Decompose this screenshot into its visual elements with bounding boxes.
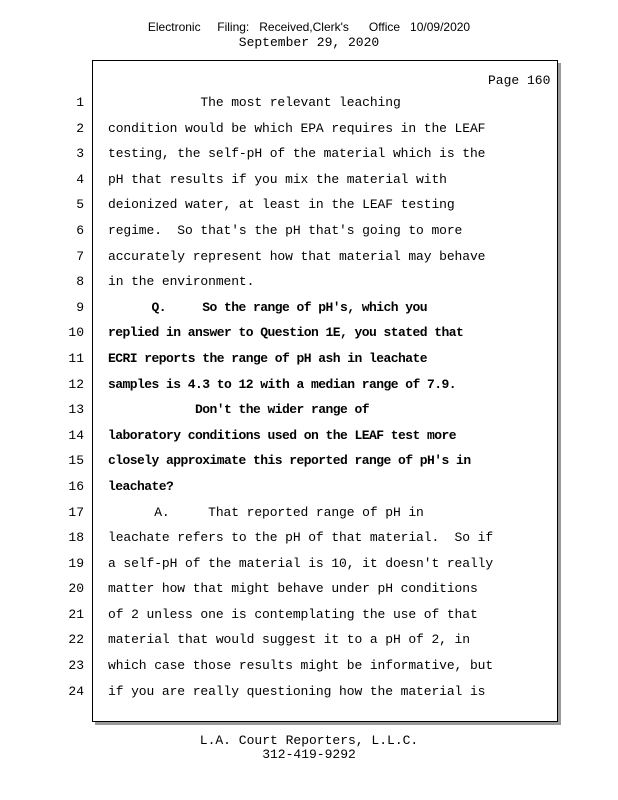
transcript-line (0, 577, 618, 603)
transcript-line (0, 526, 618, 552)
line-text: a self-pH of the material is 10, it doesn't really (108, 555, 494, 571)
line-text: testing, the self-pH of the material which is the (108, 146, 486, 162)
line-text: Don't the wider range of (108, 402, 370, 418)
transcript-line (0, 117, 618, 143)
transcript-lines (0, 91, 618, 705)
line-number: 22 (68, 632, 84, 648)
court-reporter-phone: 312-419-9292 (262, 747, 356, 762)
transcript-line (0, 193, 618, 219)
line-text: matter how that might behave under pH conditions (108, 581, 478, 597)
line-number: 3 (76, 146, 84, 162)
line-text: The most relevant leaching (108, 95, 401, 110)
line-text: laboratory conditions used on the LEAF test more (108, 427, 457, 443)
line-number: 16 (68, 478, 84, 494)
transcript-line (0, 680, 618, 706)
line-number: 21 (68, 606, 84, 622)
line-number: 2 (76, 120, 84, 136)
line-text: accurately represent how that material may behave (108, 248, 486, 264)
line-text: material that would suggest it to a pH of 2, in (108, 632, 470, 648)
line-text: regime. So that's the pH that's going to more (108, 222, 463, 238)
line-number: 12 (68, 376, 84, 392)
transcript-line (0, 245, 618, 271)
line-text: ECRI reports the range of pH ash in leachate (108, 350, 428, 366)
line-number: 1 (76, 95, 84, 110)
line-text: in the environment. (108, 274, 255, 290)
line-number: 8 (76, 274, 84, 290)
line-number: 23 (68, 658, 84, 674)
transcript-line (0, 449, 618, 475)
transcript-line (0, 475, 618, 501)
transcript-line (0, 168, 618, 194)
transcript-line (0, 219, 618, 245)
line-number: 15 (68, 453, 84, 469)
transcript-line (0, 321, 618, 347)
line-number: 18 (68, 530, 84, 546)
transcript-line (0, 603, 618, 629)
line-text: Q. So the range of pH's, which you (108, 299, 428, 315)
transcript-line (0, 628, 618, 654)
transcript-line (0, 424, 618, 450)
transcript-line (0, 347, 618, 373)
line-number: 9 (76, 299, 84, 315)
line-number: 11 (68, 350, 84, 366)
transcript-line (0, 296, 618, 322)
page-number: Page 160 (488, 73, 551, 88)
line-text: samples is 4.3 to 12 with a median range of 7.9. (108, 376, 457, 392)
line-text: if you are really questioning how the material is (108, 683, 486, 699)
line-number: 5 (76, 197, 84, 213)
line-text: condition would be which EPA requires in the LEAF (108, 120, 486, 136)
transcript-line (0, 142, 618, 168)
transcript-line (0, 398, 618, 424)
line-text: replied in answer to Question 1E, you stated that (108, 325, 464, 341)
line-number: 13 (68, 402, 84, 418)
line-number: 24 (68, 683, 84, 699)
court-reporter-name: L.A. Court Reporters, L.L.C. (199, 733, 419, 748)
line-number: 17 (68, 504, 84, 520)
line-text: A. That reported range of pH in (108, 504, 424, 520)
line-number: 20 (68, 581, 84, 597)
line-text: closely approximate this reported range of pH's in (108, 453, 471, 469)
line-number: 14 (68, 427, 84, 443)
line-text: deionized water, at least in the LEAF testing (108, 197, 455, 213)
transcript-date: September 29, 2020 (238, 35, 380, 50)
transcript-line (0, 91, 618, 117)
transcript-line (0, 654, 618, 680)
line-number: 4 (76, 171, 84, 187)
line-text: which case those results might be informative, but (108, 658, 494, 674)
line-number: 19 (68, 555, 84, 571)
line-text: leachate refers to the pH of that material. So if (108, 530, 494, 546)
transcript-line (0, 270, 618, 296)
transcript-line (0, 373, 618, 399)
transcript-line (0, 501, 618, 527)
line-number: 6 (76, 222, 84, 238)
electronic-filing-stamp: Electronic Filing: Received,Clerk's Office 10/09/2020 (147, 20, 471, 34)
transcript-line (0, 552, 618, 578)
line-text: pH that results if you mix the material with (108, 171, 447, 187)
line-number: 7 (76, 248, 84, 264)
line-text: leachate? (108, 478, 174, 494)
line-number: 10 (68, 325, 84, 341)
line-text: of 2 unless one is contemplating the use of that (108, 606, 478, 622)
